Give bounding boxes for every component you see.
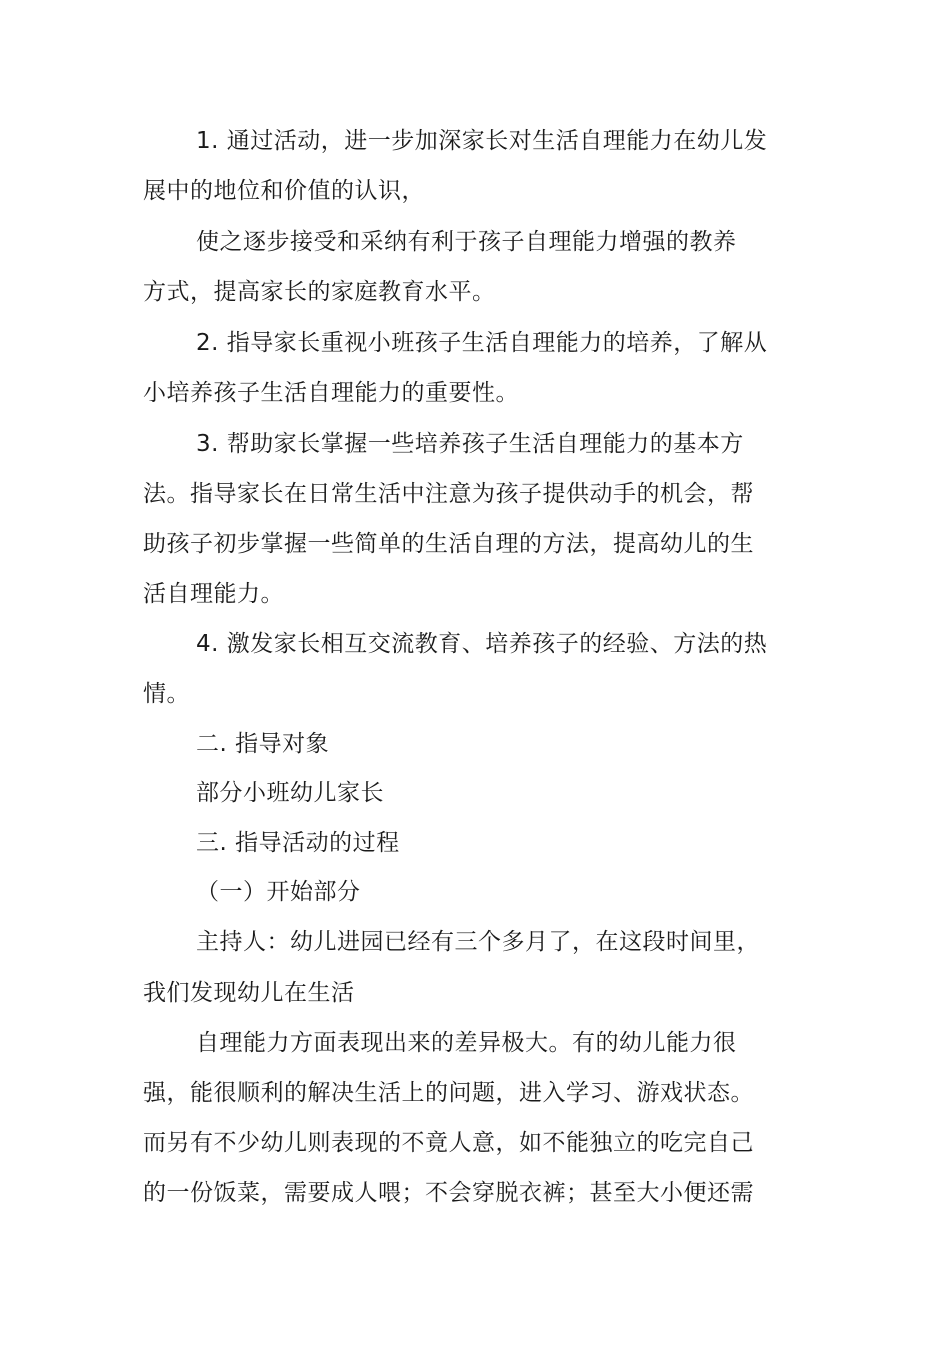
- text-line-12: 情。: [143, 681, 190, 707]
- text-line-21: 而另有不少幼儿则表现的不竟人意，如不能独立的吃完自己: [143, 1130, 754, 1156]
- text-line-5: 2. 指导家长重视小班孩子生活自理能力的培养，了解从: [196, 330, 768, 356]
- text-line-8: 法。指导家长在日常生活中注意为孩子提供动手的机会，帮: [143, 481, 754, 507]
- text-line-19: 自理能力方面表现出来的差异极大。有的幼儿能力很: [196, 1030, 737, 1056]
- section-heading-3: 三. 指导活动的过程: [196, 830, 400, 856]
- section-heading-2: 二. 指导对象: [196, 731, 330, 757]
- text-line-20: 强，能很顺利的解决生活上的问题，进入学习、游戏状态。: [143, 1080, 754, 1106]
- text-line-9: 助孩子初步掌握一些简单的生活自理的方法，提高幼儿的生: [143, 531, 754, 557]
- text-line-10: 活自理能力。: [143, 581, 284, 607]
- text-line-11: 4. 激发家长相互交流教育、培养孩子的经验、方法的热: [196, 631, 768, 657]
- text-line-1: 1. 通过活动，进一步加深家长对生活自理能力在幼儿发: [196, 128, 768, 154]
- text-line-6: 小培养孩子生活自理能力的重要性。: [143, 380, 519, 406]
- text-line-4: 方式，提高家长的家庭教育水平。: [143, 279, 496, 305]
- text-line-17: 主持人：幼儿进园已经有三个多月了，在这段时间里，: [196, 929, 760, 955]
- text-line-18: 我们发现幼儿在生活: [143, 980, 355, 1006]
- text-line-22: 的一份饭菜，需要成人喂；不会穿脱衣裤；甚至大小便还需: [143, 1180, 754, 1206]
- text-line-14: 部分小班幼儿家长: [196, 780, 384, 806]
- text-line-2: 展中的地位和价值的认识，: [143, 178, 425, 204]
- text-line-7: 3. 帮助家长掌握一些培养孩子生活自理能力的基本方: [196, 431, 744, 457]
- subsection-heading-1: （一）开始部分: [196, 879, 361, 905]
- text-line-3: 使之逐步接受和采纳有利于孩子自理能力增强的教养: [196, 229, 737, 255]
